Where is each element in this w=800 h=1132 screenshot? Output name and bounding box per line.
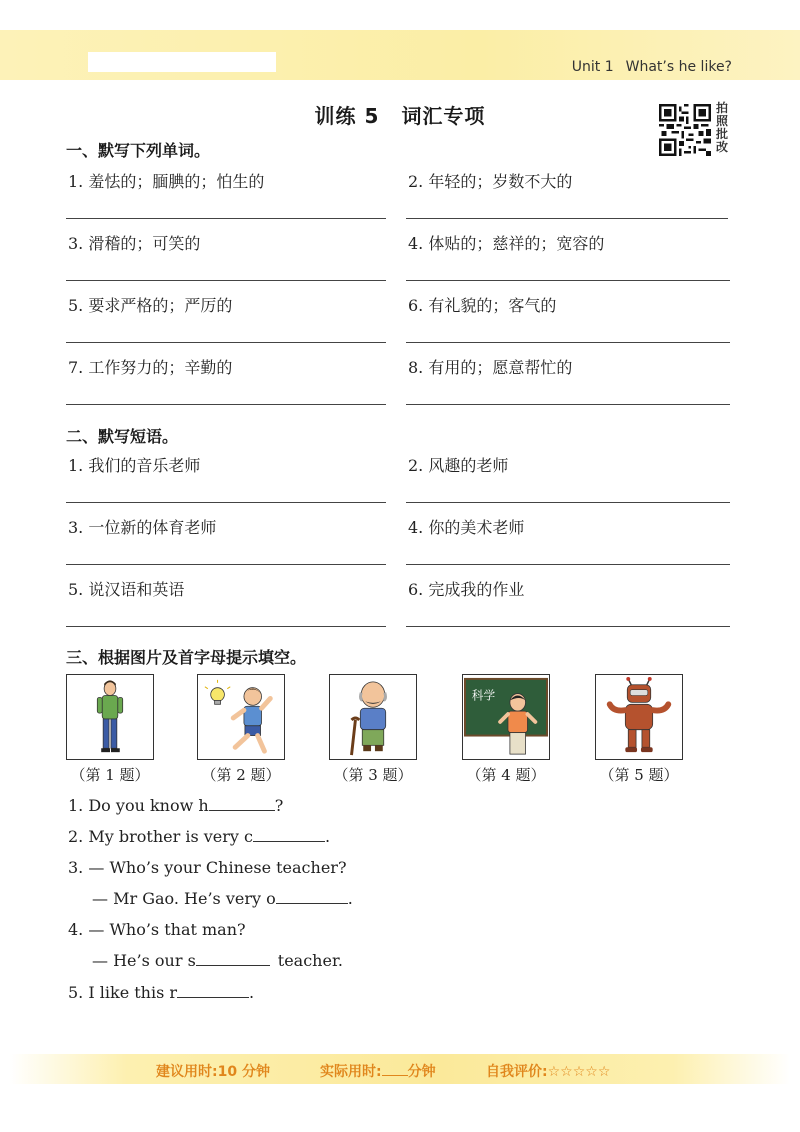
self-evaluation	[486, 1061, 610, 1081]
picture-caption: （第 1 题）	[70, 766, 150, 784]
section3-heading: 三、根据图片及首字母提示填空。	[66, 648, 307, 667]
section2-item-1: 1. 我们的音乐老师	[68, 456, 201, 475]
qr-code-icon[interactable]	[659, 104, 711, 156]
question-text: 1. Do you know h	[68, 796, 209, 815]
section2-item-2: 2. 风趣的老师	[408, 456, 509, 475]
suggested-time: 建议用时:10 分钟	[156, 1064, 270, 1080]
answer-line[interactable]	[406, 218, 728, 219]
question-text: .	[347, 889, 353, 908]
answer-line[interactable]	[66, 404, 386, 405]
picture-q4-science-teacher	[462, 674, 550, 760]
answer-line[interactable]	[66, 564, 386, 565]
question-text: .	[249, 983, 255, 1002]
fill-blank[interactable]	[196, 951, 270, 966]
section1-item-1: 1. 羞怯的；腼腆的；怕生的	[68, 172, 265, 191]
section1-item-3: 3. 滑稽的；可笑的	[68, 234, 201, 253]
picture-q3-old-man	[329, 674, 417, 760]
answer-line[interactable]	[406, 564, 730, 565]
self-eval-label: 自我评价:	[486, 1064, 548, 1080]
qr-label-char: 改	[716, 140, 729, 154]
question-1	[68, 796, 283, 815]
question-text: 2. My brother is very c	[68, 827, 253, 846]
actual-time	[320, 1061, 436, 1081]
fill-blank[interactable]	[276, 889, 348, 904]
answer-line[interactable]	[406, 404, 730, 405]
answer-line[interactable]	[406, 502, 730, 503]
unit-number: Unit 1	[571, 59, 614, 75]
qr-label-char: 批	[716, 127, 729, 141]
section2-item-6: 6. 完成我的作业	[408, 580, 525, 599]
picture-q2-boy-idea	[197, 674, 285, 760]
section1-item-5: 5. 要求严格的；严厉的	[68, 296, 233, 315]
section1-item-6: 6. 有礼貌的；客气的	[408, 296, 557, 315]
unit-label	[572, 59, 732, 75]
question-5	[68, 983, 254, 1002]
question-text: 4. — Who’s that man?	[68, 920, 246, 939]
question-3b	[92, 889, 353, 908]
question-4a	[68, 920, 246, 939]
section1-item-8: 8. 有用的；愿意帮忙的	[408, 358, 573, 377]
picture-caption: （第 5 题）	[599, 766, 679, 784]
answer-line[interactable]	[406, 342, 730, 343]
section1-item-7: 7. 工作努力的；辛勤的	[68, 358, 233, 377]
section1-item-4: 4. 体贴的；慈祥的；宽容的	[408, 234, 605, 253]
answer-line[interactable]	[66, 626, 386, 627]
qr-label	[716, 102, 732, 154]
training-topic: 词汇专项	[401, 104, 486, 128]
question-text: ?	[274, 796, 284, 815]
header-blank-area	[88, 52, 276, 72]
question-text: 5. I like this r	[68, 983, 178, 1002]
actual-time-unit: 分钟	[407, 1064, 436, 1080]
answer-line[interactable]	[406, 280, 730, 281]
question-text: — He’s our s	[92, 951, 196, 970]
section1-heading: 一、默写下列单词。	[66, 141, 211, 160]
answer-line[interactable]	[66, 218, 386, 219]
question-text: .	[324, 827, 331, 846]
answer-line[interactable]	[66, 342, 386, 343]
picture-caption: （第 2 题）	[201, 766, 281, 784]
question-text: 3. — Who’s your Chinese teacher?	[68, 858, 347, 877]
question-text: — Mr Gao. He’s very o	[92, 889, 276, 908]
picture-caption: （第 3 题）	[333, 766, 413, 784]
section2-heading: 二、默写短语。	[66, 427, 179, 446]
question-text: teacher.	[277, 951, 343, 970]
qr-label-char: 照	[716, 114, 729, 128]
picture-caption: （第 4 题）	[466, 766, 546, 784]
question-4b	[92, 951, 343, 970]
training-number: 训练 5	[314, 104, 380, 128]
fill-blank[interactable]	[253, 827, 325, 842]
qr-label-char: 拍	[716, 101, 729, 115]
board-text: 科学	[471, 688, 496, 703]
actual-time-label: 实际用时:	[320, 1064, 382, 1080]
actual-time-blank[interactable]	[382, 1063, 408, 1076]
section2-item-3: 3. 一位新的体育老师	[68, 518, 217, 537]
question-3a	[68, 858, 347, 877]
answer-line[interactable]	[66, 280, 386, 281]
section2-item-4: 4. 你的美术老师	[408, 518, 525, 537]
rating-stars-icon[interactable]: ☆☆☆☆☆	[547, 1064, 611, 1080]
picture-q5-robot	[595, 674, 683, 760]
section2-item-5: 5. 说汉语和英语	[68, 580, 185, 599]
fill-blank[interactable]	[209, 796, 275, 811]
answer-line[interactable]	[406, 626, 730, 627]
unit-title: What’s he like?	[625, 59, 732, 75]
section1-item-2: 2. 年轻的；岁数不大的	[408, 172, 573, 191]
fill-blank[interactable]	[177, 983, 249, 998]
answer-line[interactable]	[66, 502, 386, 503]
question-2	[68, 827, 330, 846]
picture-q1-boy	[66, 674, 154, 760]
